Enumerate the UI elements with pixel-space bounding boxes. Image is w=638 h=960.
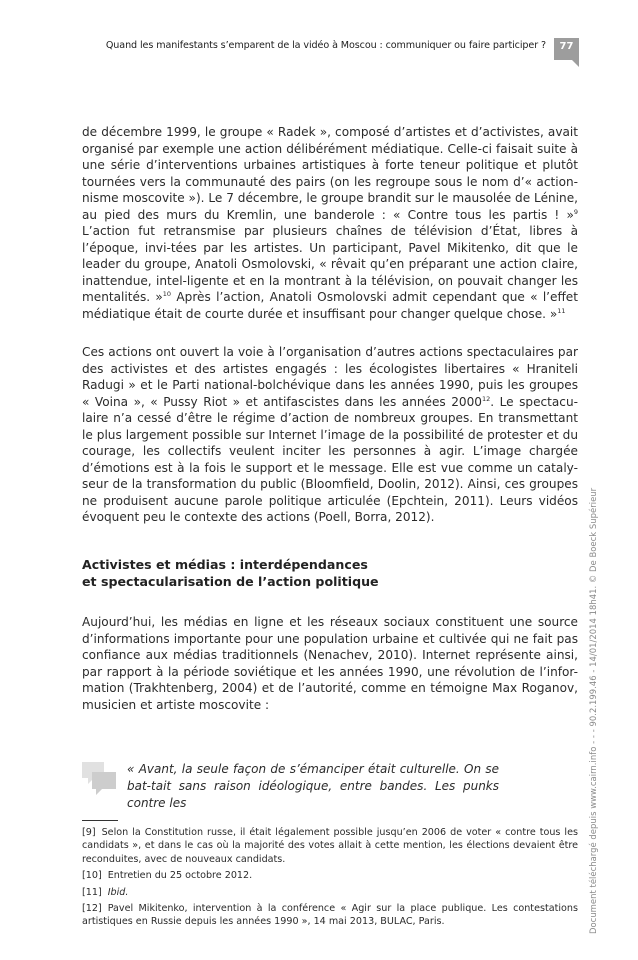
footnote-number: [9] [82,827,96,838]
page-number: 77 [559,41,574,52]
running-header [0,38,638,62]
body-paragraph-2 [82,344,578,526]
footnotes [82,826,578,932]
body-paragraph-1 [82,124,578,322]
footnote-ref-12[interactable]: 12 [482,394,491,403]
footnote-text: Entretien du 25 octobre 2012. [107,870,253,882]
footnote-number: [11] [82,886,102,898]
footnote-ref-10[interactable]: 10 [162,290,172,298]
page-number-tab [554,38,579,60]
paragraph-2-text-b: . Le spectacu-laire n’a cessé d’être le régime d’action de nombreux groupes. En transmettant le plus largement possible sur Internet l’image de la possibilité de protester et du courage, les collectifs veulent inciter les personnes à agir. L’image chargée d’émotions est à la fois le support et le message. Elle est vue comme un cataly-seur de la transformation du public (Bloomfield, Doolin, 2012). Ainsi, ces groupes ne produisent aucune parole politique articulée (Epchtein, 2011). Leurs vidéos évoquent peu le contexte des actions (Poell, Borra, 2012). [82,394,578,524]
footnote-ref-9[interactable]: 9 [573,207,578,216]
section-heading-line-1: Activistes et médias : interdépendances [82,557,368,572]
footnote-9 [82,826,578,866]
footnote-text: Pavel Mikitenko, intervention à la conférence « Agir sur la place publique. Les contestations artistiques en Russie depuis les années 1990 », 14 mai 2013, BULAC, Paris. [82,903,578,928]
footnote-text: Ibid. [107,886,129,898]
footnote-12 [82,902,578,929]
footnote-10 [82,869,578,882]
running-header-title: Quand les manifestants s’emparent de la vidéo à Moscou : communiquer ou faire participer ? [105,40,546,51]
paragraph-3-text: Aujourd’hui, les médias en ligne et les réseaux sociaux constituent une source d’informations importante pour une population urbaine et cultivée qui ne fait pas confiance aux médias traditionnels (Nenachev, 2010). Internet représente ainsi, par rapport à la période soviétique et les années 1990, une révolution de l’infor-mation (Trakhtenberg, 2004) et de l’autorité, comme en témoigne Max Roganov, musicien et artiste moscovite : [82,615,578,712]
footnote-divider [82,820,118,821]
speech-bubbles-icon [82,762,122,798]
section-heading-line-2: et spectacularisation de l’action politique [82,573,379,589]
paragraph-1-text-c: Après l’action, Anatoli Osmolovski admit cependant que « l’effet médiatique était de courte durée et insuffisant pour changer quelque chose. » [82,290,578,321]
paragraph-2-text-a: Ces actions ont ouvert la voie à l’organisation d’autres actions spectaculaires par des activistes et des artistes engagés : les écologistes libertaires « Hraniteli Radugi » et le Parti national-bolchévique dans les années 1990, puis les groupes « Voina », « Pussy Riot » et antifascistes dans les années 2000 [82,345,578,409]
paragraph-1-text-a: de décembre 1999, le groupe « Radek », composé d’artistes et d’activistes, avait organisé par exemple une action délibérément médiatique. Celle-ci faisait suite à une série d’interventions urbaines artistiques à forte teneur politique et plutôt tournées vers la communauté des pairs (on les regroupe sous le nom d’« action-nisme moscovite »). Le 7 décembre, le groupe brandit sur le mausolée de Lénine, au pied des murs du Kremlin, une banderole : « Contre tous les partis ! » [82,125,578,222]
body-paragraph-3 [82,614,578,713]
download-watermark: Document téléchargé depuis www.cairn.info - - - 90.2.199.46 - 14/01/2014 18h41. © De Boeck Supérieur [588,487,598,934]
block-quote: « Avant, la seule façon de s’émanciper était culturelle. On se bat-tait sans raison idéologique, entre bandes. Les punks contre les [127,762,499,810]
footnote-text: Selon la Constitution russe, il était légalement possible jusqu’en 2006 de voter « contre tous les candidats », et dans le cas où la majorité des votes allait à cette mention, les élections devaient être reconduites, avec de nouveaux candidats. [82,827,578,865]
footnote-ref-11[interactable]: 11 [557,306,566,315]
footnote-11 [82,886,578,899]
footnote-number: [12] [82,903,102,915]
paragraph-1-text-b: L’action fut retransmise par plusieurs chaînes de télévision d’État, libres à l’époque, invi-tées par les artistes. Un participant, Pavel Mikitenko, dit que le leader du groupe, Anatoli Osmolovski, « rêvait qu’en préparant une action claire, inattendue, intel-ligente et en la montrant à la télévision, on pouvait changer les mentalités. » [82,224,578,304]
section-heading [82,557,578,590]
footnote-number: [10] [82,870,102,882]
